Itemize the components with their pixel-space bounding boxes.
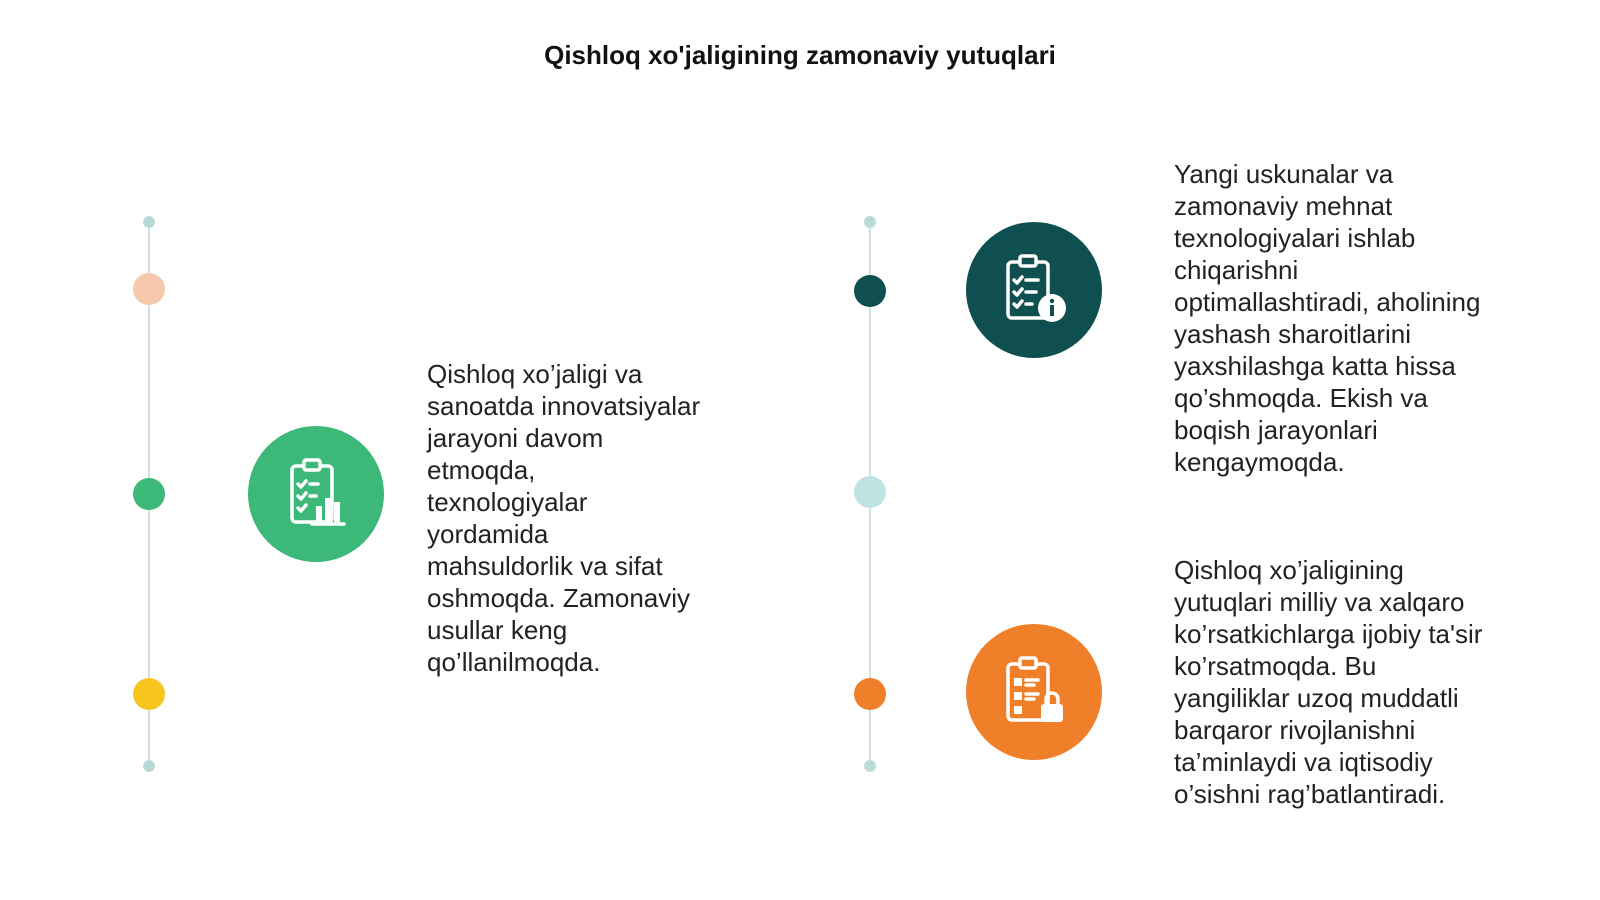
right-node-dark-teal [854, 275, 886, 307]
right-node-orange [854, 678, 886, 710]
item-2-text: Yangi uskunalar va zamonaviy mehnat texnologiyalari ishlab chiqarishni optimallashtiradi, aholining yashash sharoitlarini yaxshilashga katta hissa qo’shmoqda. Ekish va boqish jarayonlari kengaymoqda. [1174, 159, 1481, 477]
left-node-peach [133, 273, 165, 305]
clipboard-lock-icon [966, 624, 1102, 760]
item-1-text: Qishloq xo’jaligi va sanoatda innovatsiyalar jarayoni davom etmoqda, texnologiyalar yordamida mahsuldorlik va sifat oshmoqda. Zamonaviy usullar keng qo’llanilmoqda. [427, 359, 701, 677]
left-node-green [133, 478, 165, 510]
item-3-text: Qishloq xo’jaligining yutuqlari milliy va xalqaro ko’rsatkichlarga ijobiy ta'sir ko’rsatmoqda. Bu yangiliklar uzoq muddatli barqaror rivojlanishni ta’minlaydi va iqtisodiy o’sishni rag’batlantiradi. [1174, 555, 1483, 809]
clipboard-info-icon [966, 222, 1102, 358]
right-timeline-bottom-end [864, 760, 876, 772]
page-title: Qishloq xo'jaligining zamonaviy yutuqlari [544, 40, 1056, 70]
left-timeline-top-end [143, 216, 155, 228]
right-timeline-top-end [864, 216, 876, 228]
left-timeline-bottom-end [143, 760, 155, 772]
left-node-yellow [133, 678, 165, 710]
clipboard-chart-icon [248, 426, 384, 562]
right-node-mint [854, 476, 886, 508]
